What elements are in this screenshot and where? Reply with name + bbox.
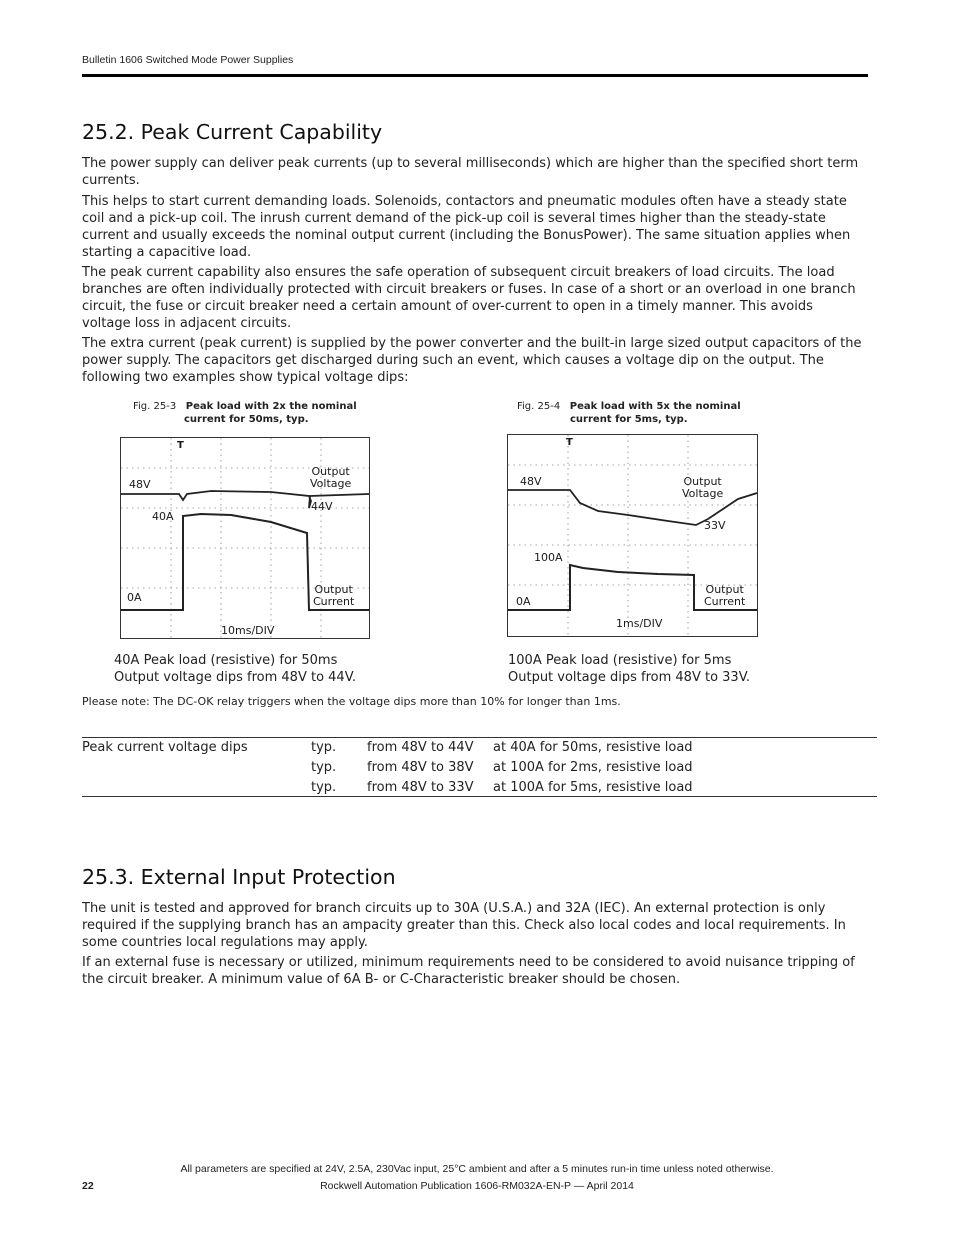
condition-cell: at 40A for 50ms, resistive load xyxy=(493,739,693,755)
current-label: 100A xyxy=(534,551,563,564)
page-number: 22 xyxy=(82,1180,94,1192)
peak-current-spec-table xyxy=(82,737,693,797)
figure-number: Fig. 25-3 xyxy=(133,401,177,412)
output-voltage-label: Output Voltage xyxy=(310,465,352,490)
output-current-label: Output Current xyxy=(313,583,355,608)
timebase-label: 1ms/DIV xyxy=(616,617,663,630)
output-current-label: Output Current xyxy=(704,583,746,608)
publication-info: Rockwell Automation Publication 1606-RM032A-EN-P — April 2014 xyxy=(320,1180,634,1192)
figure-number: Fig. 25-4 xyxy=(517,401,561,412)
header-rule xyxy=(82,74,868,77)
typ-cell: typ. xyxy=(311,739,337,755)
section-heading-peak-current: 25.2. Peak Current Capability xyxy=(82,120,383,144)
typ-cell: typ. xyxy=(311,779,337,795)
figure-title: Peak load with 2x the nominal xyxy=(185,401,357,412)
timebase-label: 10ms/DIV xyxy=(221,624,275,637)
table-row xyxy=(82,737,693,757)
oscilloscope-figure-25-3 xyxy=(120,437,370,639)
paragraph: The power supply can deliver peak currents (up to several milliseconds) which are higher than the specified short term currents. xyxy=(82,156,859,188)
voltage-label: 48V xyxy=(520,475,542,488)
voltage-label: 48V xyxy=(129,478,151,491)
paragraph: The unit is tested and approved for branch circuits up to 30A (U.S.A.) and 32A (IEC). An external protection is only required if the supplying branch has an ampacity greater than this. Check also local codes and local requirements. In some countries local regulations may apply. xyxy=(82,901,846,950)
paragraph: This helps to start current demanding loads. Solenoids, contactors and pneumatic modules often have a steady state coil and a pick-up coil. The inrush current demand of the pick-up coil is several times higher than the steady-state current and usually exceeds the nominal output current (including the BonusPower). The same situation applies when starting a capacitive load. xyxy=(82,194,851,260)
figure-caption xyxy=(133,400,393,426)
dc-ok-note: Please note: The DC-OK relay triggers when the voltage dips more than 10% for longer than 1ms. xyxy=(82,695,621,708)
figure-title-line2: current for 50ms, typ. xyxy=(184,414,309,425)
paragraph: The peak current capability also ensures the safe operation of subsequent circuit breakers of load circuits. The load branches are often individually protected with circuit breakers or fuses. In case of a short or an overload in one branch circuit, the fuse or circuit breaker need a certain amount of over-current to open in a timely manner. This avoids voltage loss in adjacent circuits. xyxy=(82,265,856,331)
oscilloscope-figure-25-4 xyxy=(507,434,758,637)
typ-cell: typ. xyxy=(311,759,337,775)
param-cell xyxy=(82,777,311,797)
table-bottom-rule xyxy=(82,796,877,797)
output-voltage-label: Output Voltage xyxy=(682,475,724,500)
zero-label: 0A xyxy=(127,591,142,604)
range-cell: from 48V to 44V xyxy=(367,739,474,755)
current-label: 40A xyxy=(152,510,174,523)
figure-title: Peak load with 5x the nominal xyxy=(569,401,741,412)
figure-caption xyxy=(517,400,777,426)
table-row xyxy=(82,777,693,797)
running-header: Bulletin 1606 Switched Mode Power Supplies xyxy=(82,54,294,66)
range-cell: from 48V to 33V xyxy=(367,779,474,795)
trigger-marker: T xyxy=(566,437,573,448)
condition-cell: at 100A for 5ms, resistive load xyxy=(493,779,693,795)
range-cell: from 48V to 38V xyxy=(367,759,474,775)
table-row xyxy=(82,757,693,777)
footer-note: All parameters are specified at 24V, 2.5A, 230Vac input, 25°C ambient and after a 5 minutes run-in time unless noted otherwise. xyxy=(180,1163,774,1175)
param-cell: Peak current voltage dips xyxy=(82,739,248,755)
figure-description: 100A Peak load (resistive) for 5ms Output voltage dips from 48V to 33V. xyxy=(508,653,751,685)
paragraph: The extra current (peak current) is supplied by the power converter and the built-in large sized output capacitors of the power supply. The capacitors get discharged during such an event, which causes a voltage dip on the output. The following two examples show typical voltage dips: xyxy=(82,336,862,385)
paragraph: If an external fuse is necessary or utilized, minimum requirements need to be considered to avoid nuisance tripping of the circuit breaker. A minimum value of 6A B- or C-Characteristic breaker should be chosen. xyxy=(82,955,855,987)
param-cell xyxy=(82,757,311,777)
condition-cell: at 100A for 2ms, resistive load xyxy=(493,759,693,775)
figure-description: 40A Peak load (resistive) for 50ms Output voltage dips from 48V to 44V. xyxy=(114,653,357,685)
dip-label: 33V xyxy=(704,519,726,532)
zero-label: 0A xyxy=(516,595,531,608)
trigger-marker: T xyxy=(177,440,184,451)
dip-label: 44V xyxy=(311,500,333,513)
section-heading-input-protection: 25.3. External Input Protection xyxy=(82,865,396,889)
figure-title-line2: current for 5ms, typ. xyxy=(570,414,688,425)
